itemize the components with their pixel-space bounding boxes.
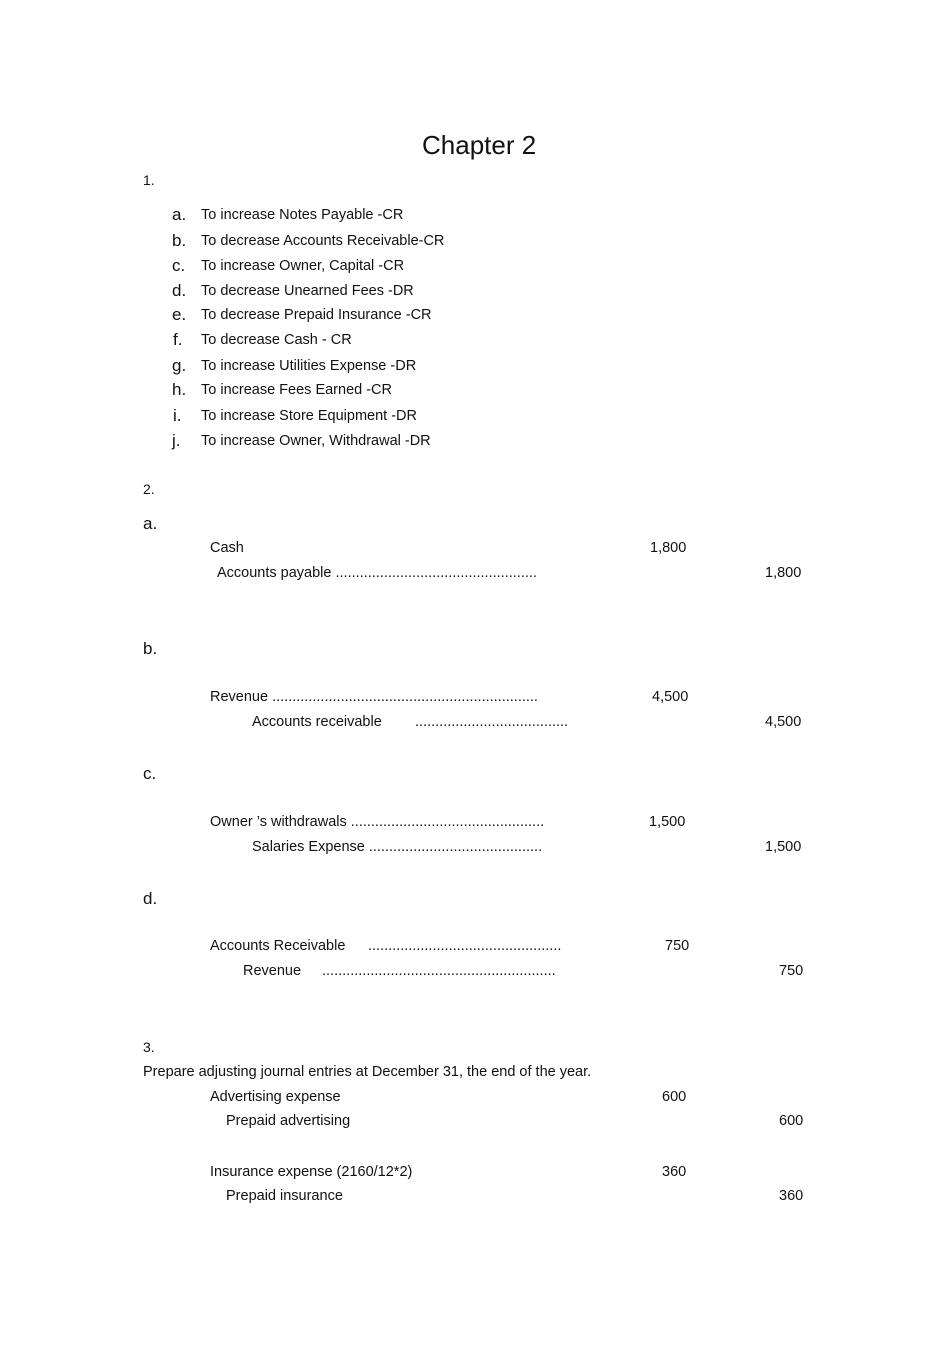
list-item-letter: h.: [172, 380, 187, 399]
page-title: Chapter 2: [422, 130, 537, 160]
list-item-text: To increase Owner, Withdrawal -DR: [201, 433, 431, 449]
credit-amount: 360: [779, 1188, 804, 1204]
list-item-letter: c.: [172, 256, 186, 275]
list-item-text: To decrease Cash - CR: [201, 332, 352, 348]
credit-account: Prepaid advertising: [226, 1113, 351, 1129]
list-item-text: To increase Utilities Expense -DR: [201, 358, 417, 374]
list-item-letter: d.: [172, 281, 187, 300]
list-item-letter: g.: [172, 356, 187, 375]
list-item-text: To increase Store Equipment -DR: [201, 408, 417, 424]
entry-letter: b.: [143, 639, 158, 658]
section-number: 2.: [143, 481, 155, 497]
leader-dots: ................................................: [368, 938, 562, 954]
section-instruction: Prepare adjusting journal entries at December 31, the end of the year.: [143, 1064, 592, 1080]
list-item-text: To decrease Unearned Fees -DR: [201, 283, 414, 299]
debit-account: Accounts Receivable: [210, 938, 346, 954]
debit-account: Insurance expense (2160/12*2): [210, 1164, 413, 1180]
leader-dots: ..................................................: [335, 565, 537, 581]
debit-account: Advertising expense: [210, 1089, 341, 1105]
entry-letter: a.: [143, 514, 158, 533]
leader-dots: ..........................................................: [322, 963, 556, 979]
section-number: 1.: [143, 172, 155, 188]
entry-letter: c.: [143, 764, 157, 783]
leader-dots: ...........................................: [368, 839, 543, 855]
list-item-letter: f.: [173, 330, 183, 349]
credit-amount: 4,500: [765, 714, 802, 730]
debit-account: Revenue ..................................................................: [210, 689, 538, 705]
list-item-text: To increase Owner, Capital -CR: [201, 258, 405, 274]
credit-account: Accounts receivable: [252, 714, 382, 730]
credit-amount: 1,800: [765, 565, 802, 581]
credit-account: Revenue: [243, 963, 302, 979]
credit-amount: 1,500: [765, 839, 802, 855]
credit-amount: 600: [779, 1113, 804, 1129]
list-item-text: To increase Fees Earned -CR: [201, 382, 392, 398]
list-item-letter: j.: [172, 431, 181, 450]
list-item-letter: a.: [172, 205, 187, 224]
list-item-letter: b.: [172, 231, 187, 250]
list-item-text: To decrease Prepaid Insurance -CR: [201, 307, 432, 323]
debit-amount: 1,500: [649, 814, 686, 830]
section-number: 3.: [143, 1039, 155, 1055]
leader-dots: ..................................................................: [272, 689, 538, 705]
entry-letter: d.: [143, 889, 158, 908]
list-item-text: To decrease Accounts Receivable-CR: [201, 233, 445, 249]
credit-amount: 750: [779, 963, 804, 979]
list-item-letter: e.: [172, 305, 187, 324]
debit-amount: 4,500: [652, 689, 689, 705]
credit-account: Salaries Expense ...........................................: [252, 839, 543, 855]
debit-amount: 750: [665, 938, 690, 954]
list-item-text: To increase Notes Payable -CR: [201, 207, 404, 223]
debit-amount: 600: [662, 1089, 687, 1105]
credit-account: Accounts payable ..................................................: [217, 565, 537, 581]
debit-amount: 360: [662, 1164, 687, 1180]
leader-dots: ......................................: [415, 714, 569, 730]
debit-account: Cash: [210, 540, 244, 556]
debit-account: Owner ’s withdrawals ................................................: [210, 814, 545, 830]
credit-account: Prepaid insurance: [226, 1188, 343, 1204]
leader-dots: ................................................: [350, 814, 545, 830]
debit-amount: 1,800: [650, 540, 687, 556]
list-item-letter: i.: [173, 406, 182, 425]
